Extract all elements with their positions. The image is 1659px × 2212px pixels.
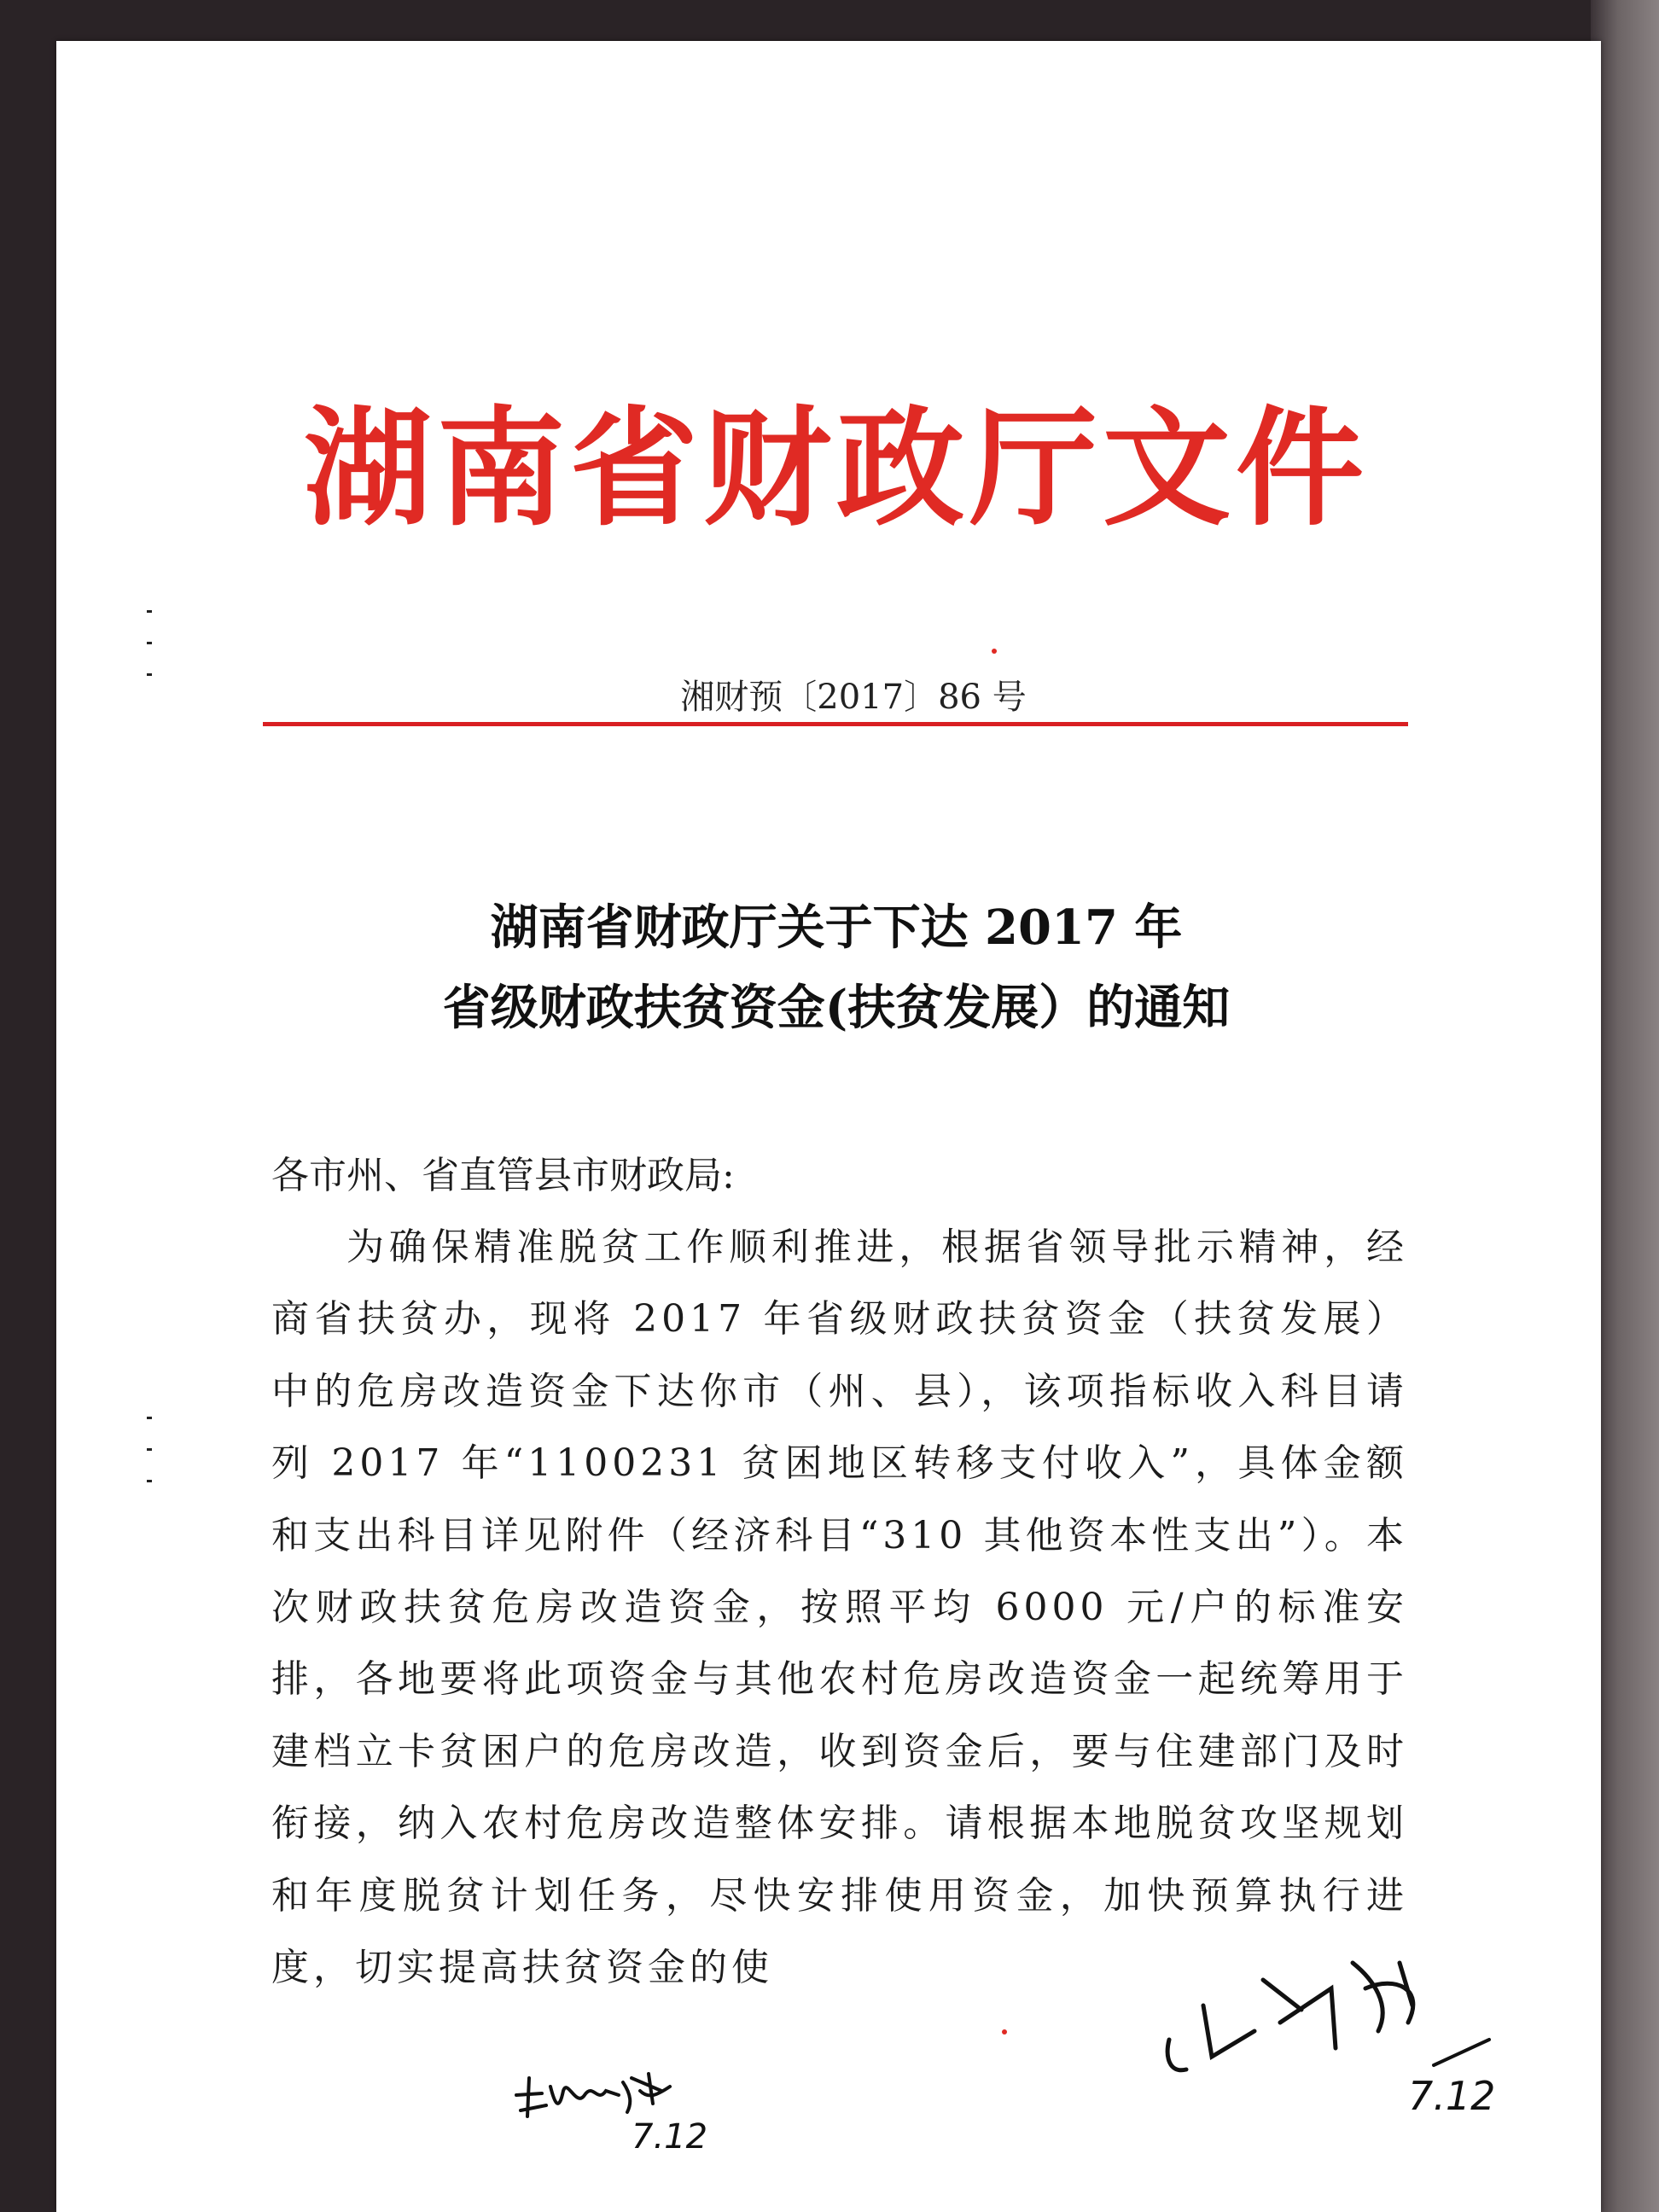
document-number: 湘财预〔2017〕86 号 bbox=[680, 678, 1027, 717]
notice-body bbox=[271, 1140, 1408, 2004]
title-line-2: 省级财政扶贫资金(扶贫发展）的通知 bbox=[442, 980, 1231, 1036]
handwritten-date-right: 7.12 bbox=[1408, 2073, 1496, 2119]
salutation: 各市州、省直管县市财政局: bbox=[271, 1154, 735, 1197]
red-dot-mark bbox=[992, 649, 997, 654]
masthead-title: 湖南省财政厅文件 bbox=[304, 395, 1370, 544]
handwritten-signature-right bbox=[1152, 1929, 1511, 2125]
red-dot-mark bbox=[1002, 2029, 1007, 2034]
handwritten-date-left: 7.12 bbox=[632, 2117, 708, 2155]
handwritten-signature-left bbox=[504, 2044, 725, 2155]
red-divider-rule bbox=[263, 722, 1408, 726]
binding-marks-top bbox=[90, 610, 193, 705]
body-paragraph: 为确保精准脱贫工作顺利推进，根据省领导批示精神，经商省扶贫办，现将 2017 年省级财政扶贫资金（扶贫发展）中的危房改造资金下达你市（州、县），该项指标收入科目请列 2017 年“1100231 贫困地区转移支付收入”，具体金额和支出科目详见附件（经济科目“310 其他资本性支出”）。本次财政扶贫危房改造资金，按照平均 6000 元/户的标准安排，各地要将此项资金与其他农村危房改造资金一起统筹用于建档立卡贫困户的危房改造，收到资金后，要与住建部门及时衔接，纳入农村危房改造整体安排。请根据本地脱贫攻坚规划和年度脱贫计划任务，尽快安排使用资金，加快预算执行进度，切实提高扶贫资金的使 bbox=[271, 1225, 1408, 1990]
binding-marks-bottom bbox=[90, 1417, 193, 1511]
title-line-1: 湖南省财政厅关于下达 2017 年 bbox=[490, 899, 1183, 956]
notice-title bbox=[282, 888, 1391, 1048]
background-edge bbox=[1591, 0, 1659, 2212]
